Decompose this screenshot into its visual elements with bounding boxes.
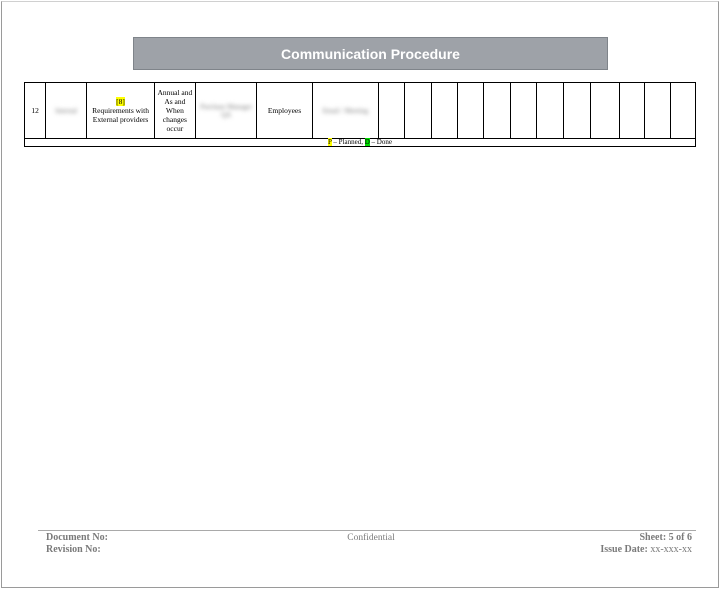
- month-cell: [379, 83, 405, 139]
- revision-no-label: Revision No:: [46, 544, 101, 555]
- page-title-text: Communication Procedure: [281, 45, 460, 62]
- redacted-cell-1: Internal: [46, 83, 87, 139]
- audience-cell: Employees: [257, 83, 312, 139]
- month-cell: [564, 83, 591, 139]
- month-cell: [483, 83, 510, 139]
- issue-date-label: Issue Date:: [600, 544, 651, 555]
- topic-cell: [87, 83, 154, 139]
- month-cell: [432, 83, 457, 139]
- redacted-cell-2: Purchase Manager QA: [195, 83, 256, 139]
- legend-planned-text: – Planned,: [331, 138, 365, 146]
- footer-divider: [38, 530, 696, 531]
- month-cell: [536, 83, 563, 139]
- frequency-cell: Annual and As and When changes occur: [154, 83, 195, 139]
- row-number: 12: [25, 83, 46, 139]
- legend-row: [25, 139, 696, 147]
- document-no-label: Document No:: [46, 532, 108, 543]
- month-cell: [644, 83, 670, 139]
- reference-marker: [8]: [116, 97, 125, 106]
- table-row: [25, 83, 696, 139]
- month-cell: [405, 83, 432, 139]
- month-cell: [670, 83, 695, 139]
- month-cell: [457, 83, 483, 139]
- legend-done-code: D: [364, 138, 370, 146]
- sheet-number: Sheet: 5 of 6: [639, 532, 692, 543]
- legend-done-text: – Done: [369, 138, 392, 146]
- month-cell: [591, 83, 620, 139]
- issue-date-value: xx-xxx-xx: [650, 544, 692, 555]
- footer-right: [600, 532, 692, 556]
- redacted-cell-3: Email / Meeting: [312, 83, 378, 139]
- communication-table: [24, 82, 696, 147]
- footer-confidential: Confidential: [347, 533, 395, 543]
- topic-text: Requirements with External providers: [92, 106, 149, 124]
- legend-planned-code: P: [328, 138, 332, 146]
- issue-date: [600, 544, 692, 556]
- page-title: [133, 37, 608, 70]
- legend-cell: [25, 139, 696, 147]
- footer-left: [46, 532, 108, 556]
- month-cell: [510, 83, 536, 139]
- month-cell: [620, 83, 644, 139]
